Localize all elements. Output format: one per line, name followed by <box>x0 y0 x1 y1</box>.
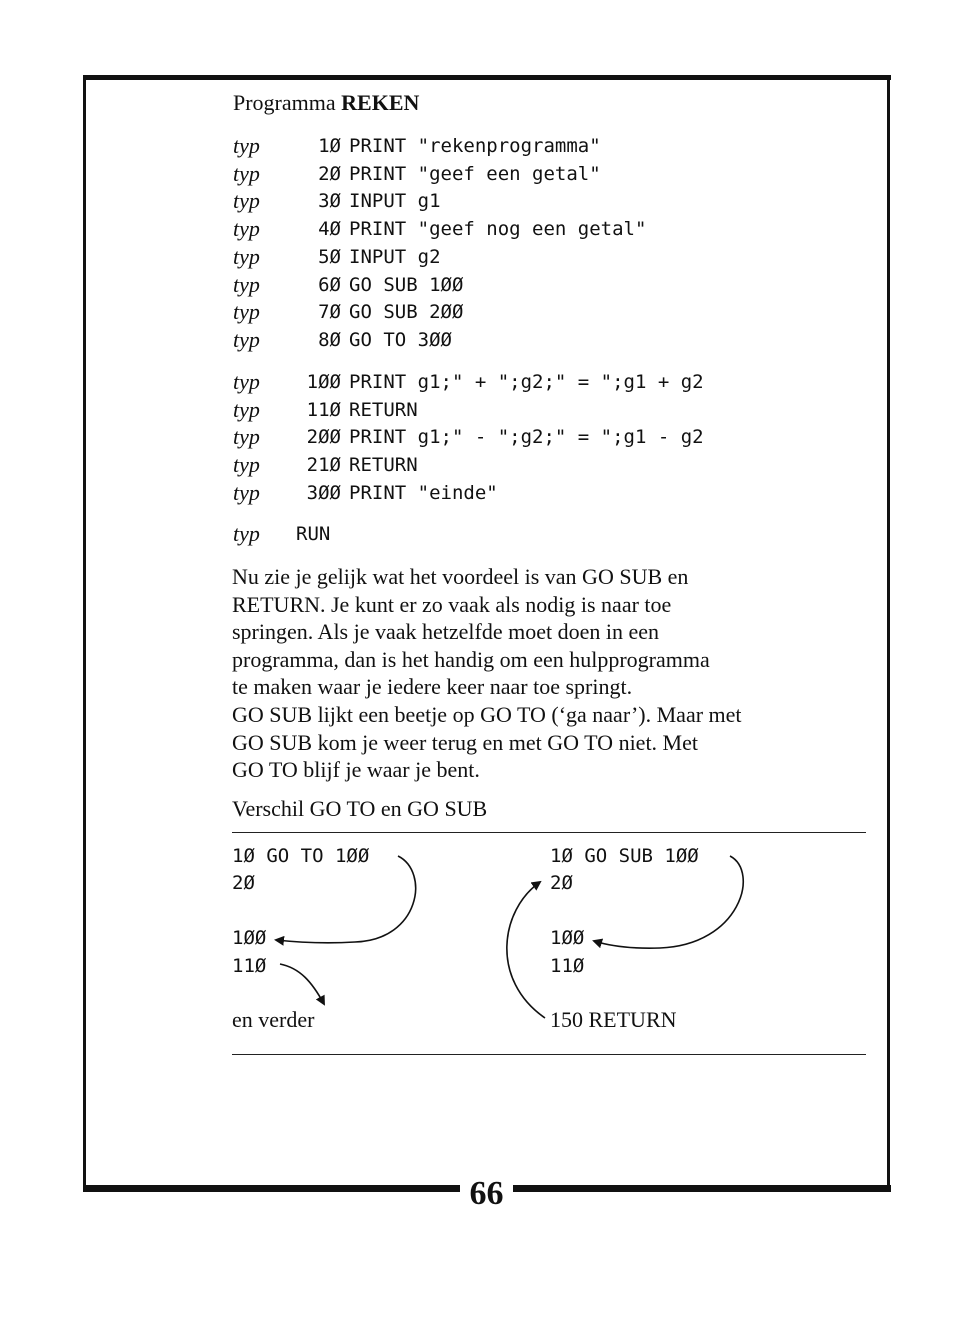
typ-keyword: typ <box>233 452 260 478</box>
explanation-line: te maken waar je iedere keer naar toe springt. <box>232 674 633 700</box>
gosub-line-100: 1ØØ <box>550 927 585 949</box>
explanation-line: Nu zie je gelijk wat het voordeel is van GO SUB en <box>232 564 689 589</box>
explanation-line: programma, dan is het handig om een hulpprogramma <box>232 646 710 672</box>
goto-line-10: 1Ø GO TO 1ØØ <box>232 845 370 867</box>
line-statement: GO SUB 1ØØ <box>349 273 464 296</box>
line-number: 2ØØ <box>306 426 341 449</box>
line-statement: GO SUB 2ØØ <box>349 301 464 324</box>
typ-keyword: typ <box>233 396 260 422</box>
typ-keyword: typ <box>233 424 260 450</box>
goto-jump-arrow <box>276 856 416 943</box>
line-statement: INPUT g2 <box>349 245 441 268</box>
line-statement: RETURN <box>349 454 418 477</box>
line-number: 11Ø <box>306 398 341 421</box>
line-number: 6Ø <box>318 273 341 296</box>
line-number: 4Ø <box>318 218 341 241</box>
line-number: 5Ø <box>318 245 341 268</box>
line-statement: PRINT g1;" - ";g2;" = ";g1 - g2 <box>349 426 704 449</box>
goto-line-20: 2Ø <box>232 872 255 894</box>
gosub-line-20: 2Ø <box>550 872 573 894</box>
line-statement: RETURN <box>349 398 418 421</box>
goto-continue-arrow <box>280 964 324 1004</box>
goto-footer: en verder <box>232 1007 315 1032</box>
goto-line-110: 11Ø <box>232 955 267 977</box>
typ-keyword: typ <box>233 271 260 297</box>
typ-keyword: typ <box>233 188 260 214</box>
typ-keyword: typ <box>233 479 260 505</box>
gosub-footer: 150 RETURN <box>550 1007 677 1032</box>
line-statement: PRINT "einde" <box>349 481 498 504</box>
line-number: 3ØØ <box>306 481 341 504</box>
line-number: 3Ø <box>318 190 341 213</box>
gosub-return-arrow <box>507 882 545 1018</box>
line-statement: PRINT "rekenprogramma" <box>349 135 601 157</box>
explanation-line: springen. Als je vaak hetzelfde moet doen in een <box>232 619 660 645</box>
line-statement: PRINT g1;" + ";g2;" = ";g1 + g2 <box>349 371 704 393</box>
run-statement: RUN <box>296 523 331 545</box>
line-number: 1Ø <box>318 135 341 157</box>
line-statement: INPUT g1 <box>349 190 441 213</box>
line-number: 7Ø <box>318 301 341 324</box>
title-prefix: Programma <box>233 90 336 115</box>
typ-keyword: typ <box>233 521 260 546</box>
title-program-name: REKEN <box>341 90 420 115</box>
gosub-line-110: 11Ø <box>550 955 585 977</box>
explanation-line: GO SUB kom je weer terug en met GO TO niet. Met <box>232 729 698 755</box>
goto-line-100: 1ØØ <box>232 927 267 949</box>
typ-keyword: typ <box>233 243 260 269</box>
explanation-line: GO SUB lijkt een beetje op GO TO (‘ga naar’). Maar met <box>232 701 742 727</box>
line-number: 8Ø <box>318 328 341 351</box>
diagram-heading: Verschil GO TO en GO SUB <box>232 796 488 821</box>
line-statement: PRINT "geef een getal" <box>349 162 601 185</box>
gosub-call-arrow <box>594 856 743 948</box>
gosub-line-10: 1Ø GO SUB 1ØØ <box>550 845 699 867</box>
typ-keyword: typ <box>233 326 260 352</box>
line-number: 2Ø <box>318 162 341 185</box>
typ-keyword: typ <box>233 299 260 325</box>
line-statement: GO TO 3ØØ <box>349 328 452 351</box>
line-number: 21Ø <box>306 454 341 477</box>
typ-keyword: typ <box>233 216 260 242</box>
explanation-line: RETURN. Je kunt er zo vaak als nodig is naar toe <box>232 591 672 617</box>
line-statement: PRINT "geef nog een getal" <box>349 218 647 241</box>
explanation-line: GO TO blijf je waar je bent. <box>232 757 480 783</box>
typ-keyword: typ <box>233 369 260 394</box>
line-number: 1ØØ <box>306 371 341 393</box>
page-number: 66 <box>469 1175 504 1212</box>
typ-keyword: typ <box>233 133 260 158</box>
typ-keyword: typ <box>233 160 260 186</box>
